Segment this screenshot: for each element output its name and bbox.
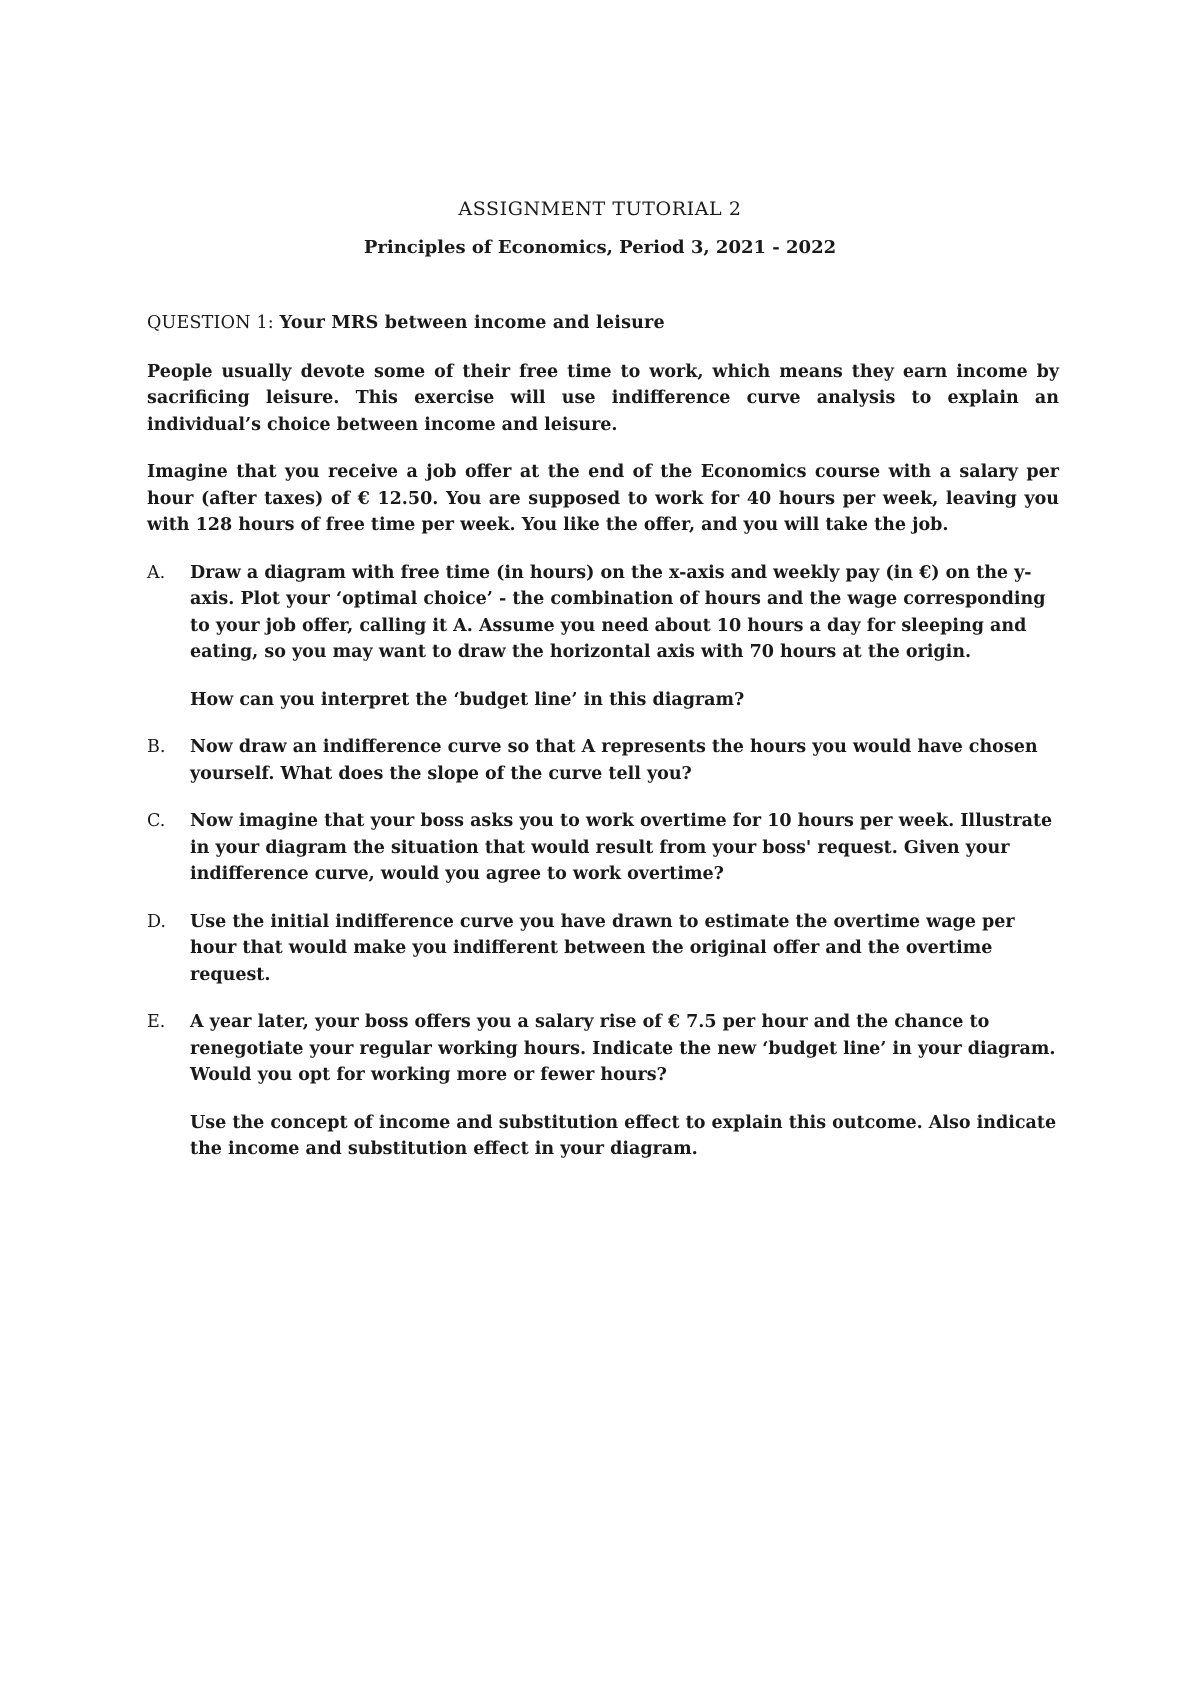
document-body: [147, 310, 1059, 1184]
item-text: Draw a diagram with free time (in hours) on the x-axis and weekly pay (in €) on the y-axis. Plot your ‘optimal choice’ - the combination of hours and the wage corresponding to your job offer, calling it A. Assume you need about 10 hours a day for sleeping and eating, so you may want to draw the horizontal axis with 70 hours at the origin.: [190, 562, 1046, 662]
item-followup: Use the concept of income and substitution effect to explain this outcome. Also indicate the income and substitution effect in your diagram.: [190, 1112, 1057, 1159]
item-letter: E.: [147, 1012, 166, 1032]
document-subtitle: Principles of Economics, Period 3, 2021 - 2022: [363, 237, 837, 258]
item-letter: B.: [147, 737, 166, 757]
job-offer-paragraph: Imagine that you receive a job offer at the end of the Economics course with a salary per hour (after taxes) of € 12.50. You are supposed to work for 40 hours per week, leaving you with 128 hours of free time per week. You like the offer, and you will take the job.: [147, 462, 1059, 535]
list-item-e: [147, 1009, 1059, 1163]
list-item-c: [147, 808, 1059, 888]
item-text: A year later, your boss offers you a salary rise of € 7.5 per hour and the chance to renegotiate your regular working hours. Indicate the new ‘budget line’ in your diagram. Would you opt for working more or fewer hours?: [190, 1012, 1056, 1085]
item-text: Now imagine that your boss asks you to work overtime for 10 hours per week. Illustrate in your diagram the situation that would result from your boss' request. Given your indifference curve, would you agree to work overtime?: [190, 811, 1053, 884]
intro-paragraph: People usually devote some of their free time to work, which means they earn income by sacrificing leisure. This exercise will use indifference curve analysis to explain an individual’s choice between income and leisure.: [147, 361, 1059, 435]
item-text: Use the initial indifference curve you have drawn to estimate the overtime wage per hour that would make you indifferent between the original offer and the overtime request.: [190, 911, 1015, 985]
item-letter: C.: [147, 811, 166, 831]
list-item-d: [147, 909, 1059, 989]
list-item-a: [147, 560, 1059, 714]
question-heading: [147, 310, 1059, 337]
item-followup: How can you interpret the ‘budget line’ in this diagram?: [190, 689, 745, 710]
item-letter: A.: [147, 562, 166, 583]
item-text: Now draw an indifference curve so that A represents the hours you would have chosen yourself. What does the slope of the curve tell you?: [190, 737, 1038, 784]
list-item-b: [147, 734, 1059, 787]
question-title: Your MRS between income and leisure: [279, 313, 665, 333]
document-title: ASSIGNMENT TUTORIAL 2: [458, 198, 742, 220]
question-label: QUESTION 1:: [147, 313, 274, 333]
item-letter: D.: [147, 911, 166, 932]
